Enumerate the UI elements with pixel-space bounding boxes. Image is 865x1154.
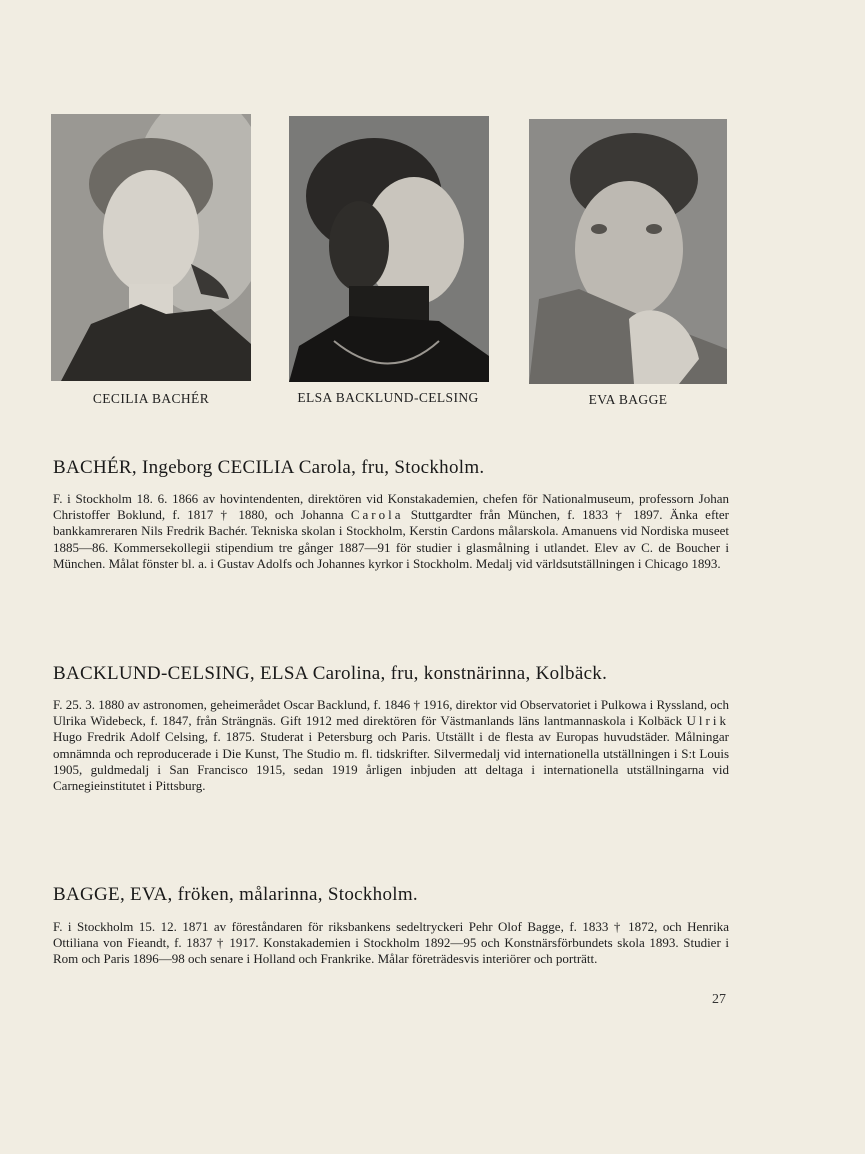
entry-heading: BACHÉR, Ingeborg CECILIA Carola, fru, Stockholm. xyxy=(53,457,485,478)
portrait-eva-bagge xyxy=(529,119,727,384)
portrait-elsa-backlund-celsing xyxy=(289,116,489,382)
entry-text: Stuttgardter från München, f. 1833 † 1897. Änka efter bankkamreraren Nils Fredrik Bachér. Tekniska skolan i Stockholm, Kerstin Cardons målarskola. Amanuens vid Nordiska museet 1885—86. Kommersekollegii stipendium tre gånger 1887—91 för studier i glasmålning i utlandet. Elev av C. de Boucher i München. Målat fönster bl. a. i Gustav Adolfs och Johannes kyrkor i Stockholm. Medalj vid världsutställningen i Chicago 1893. xyxy=(53,507,729,571)
page-number: 27 xyxy=(712,992,726,1007)
entry-text: F. i Stockholm 15. 12. 1871 av föreståndaren för riksbankens sedeltryckeri Pehr Olof Bagge, f. 1833 † 1872, och Henrika Ottiliana von Fieandt, f. 1837 † 1917. Konstakademien i Stockholm 1892—95 och Konstnärsförbundets skola 1893. Studier i Rom och Paris 1896—98 och senare i Holland och Frankrike. Målar företrädesvis interiörer och porträtt. xyxy=(53,919,729,967)
portrait-caption: CECILIA BACHÉR xyxy=(92,391,210,406)
portrait-cecilia-bacher xyxy=(51,114,251,381)
entry-body xyxy=(53,697,729,794)
entry-body xyxy=(53,491,729,572)
entry-text: Hugo Fredrik Adolf Celsing, f. 1875. Studerat i Petersburg och Paris. Utställt i de flesta av Europas huvudstäder. Målningar omnämnda och reproducerade i Die Kunst, The Studio m. fl. tidskrifter. Silvermedalj vid internationella utställningen i S:t Louis 1905, guldmedalj i San Francisco 1915, sedan 1919 årligen inbjuden att deltaga i internationella utställningarna vid Carnegieinstitutet i Pittsburg. xyxy=(53,729,729,794)
portrait-caption: ELSA BACKLUND-CELSING xyxy=(297,390,479,405)
entry-body xyxy=(53,919,729,968)
entry-heading: BAGGE, EVA, fröken, målarinna, Stockholm. xyxy=(53,884,418,905)
entry-spaced-name: Ulrik xyxy=(686,713,729,729)
entry-spaced-name: Carola xyxy=(350,507,404,523)
portrait-caption: EVA BAGGE xyxy=(588,392,668,407)
entry-text: F. 25. 3. 1880 av astronomen, geheimerådet Oscar Backlund, f. 1846 † 1916, direktor vid Observatoriet i Pulkowa i Ryssland, och Ulrika Widebeck, f. 1847, från Strängnäs. Gift 1912 med direktören för Västmanlands läns lantmannaskola i Kolbäck xyxy=(53,697,729,729)
entry-text: F. i Stockholm 18. 6. 1866 av hovintendenten, direktören vid Konstakademien, chefen för Nationalmuseum, professorn Johan Christoffer Boklund, f. 1817 † 1880, och Johanna xyxy=(53,491,729,523)
entry-heading: BACKLUND-CELSING, ELSA Carolina, fru, konstnärinna, Kolbäck. xyxy=(53,663,608,684)
